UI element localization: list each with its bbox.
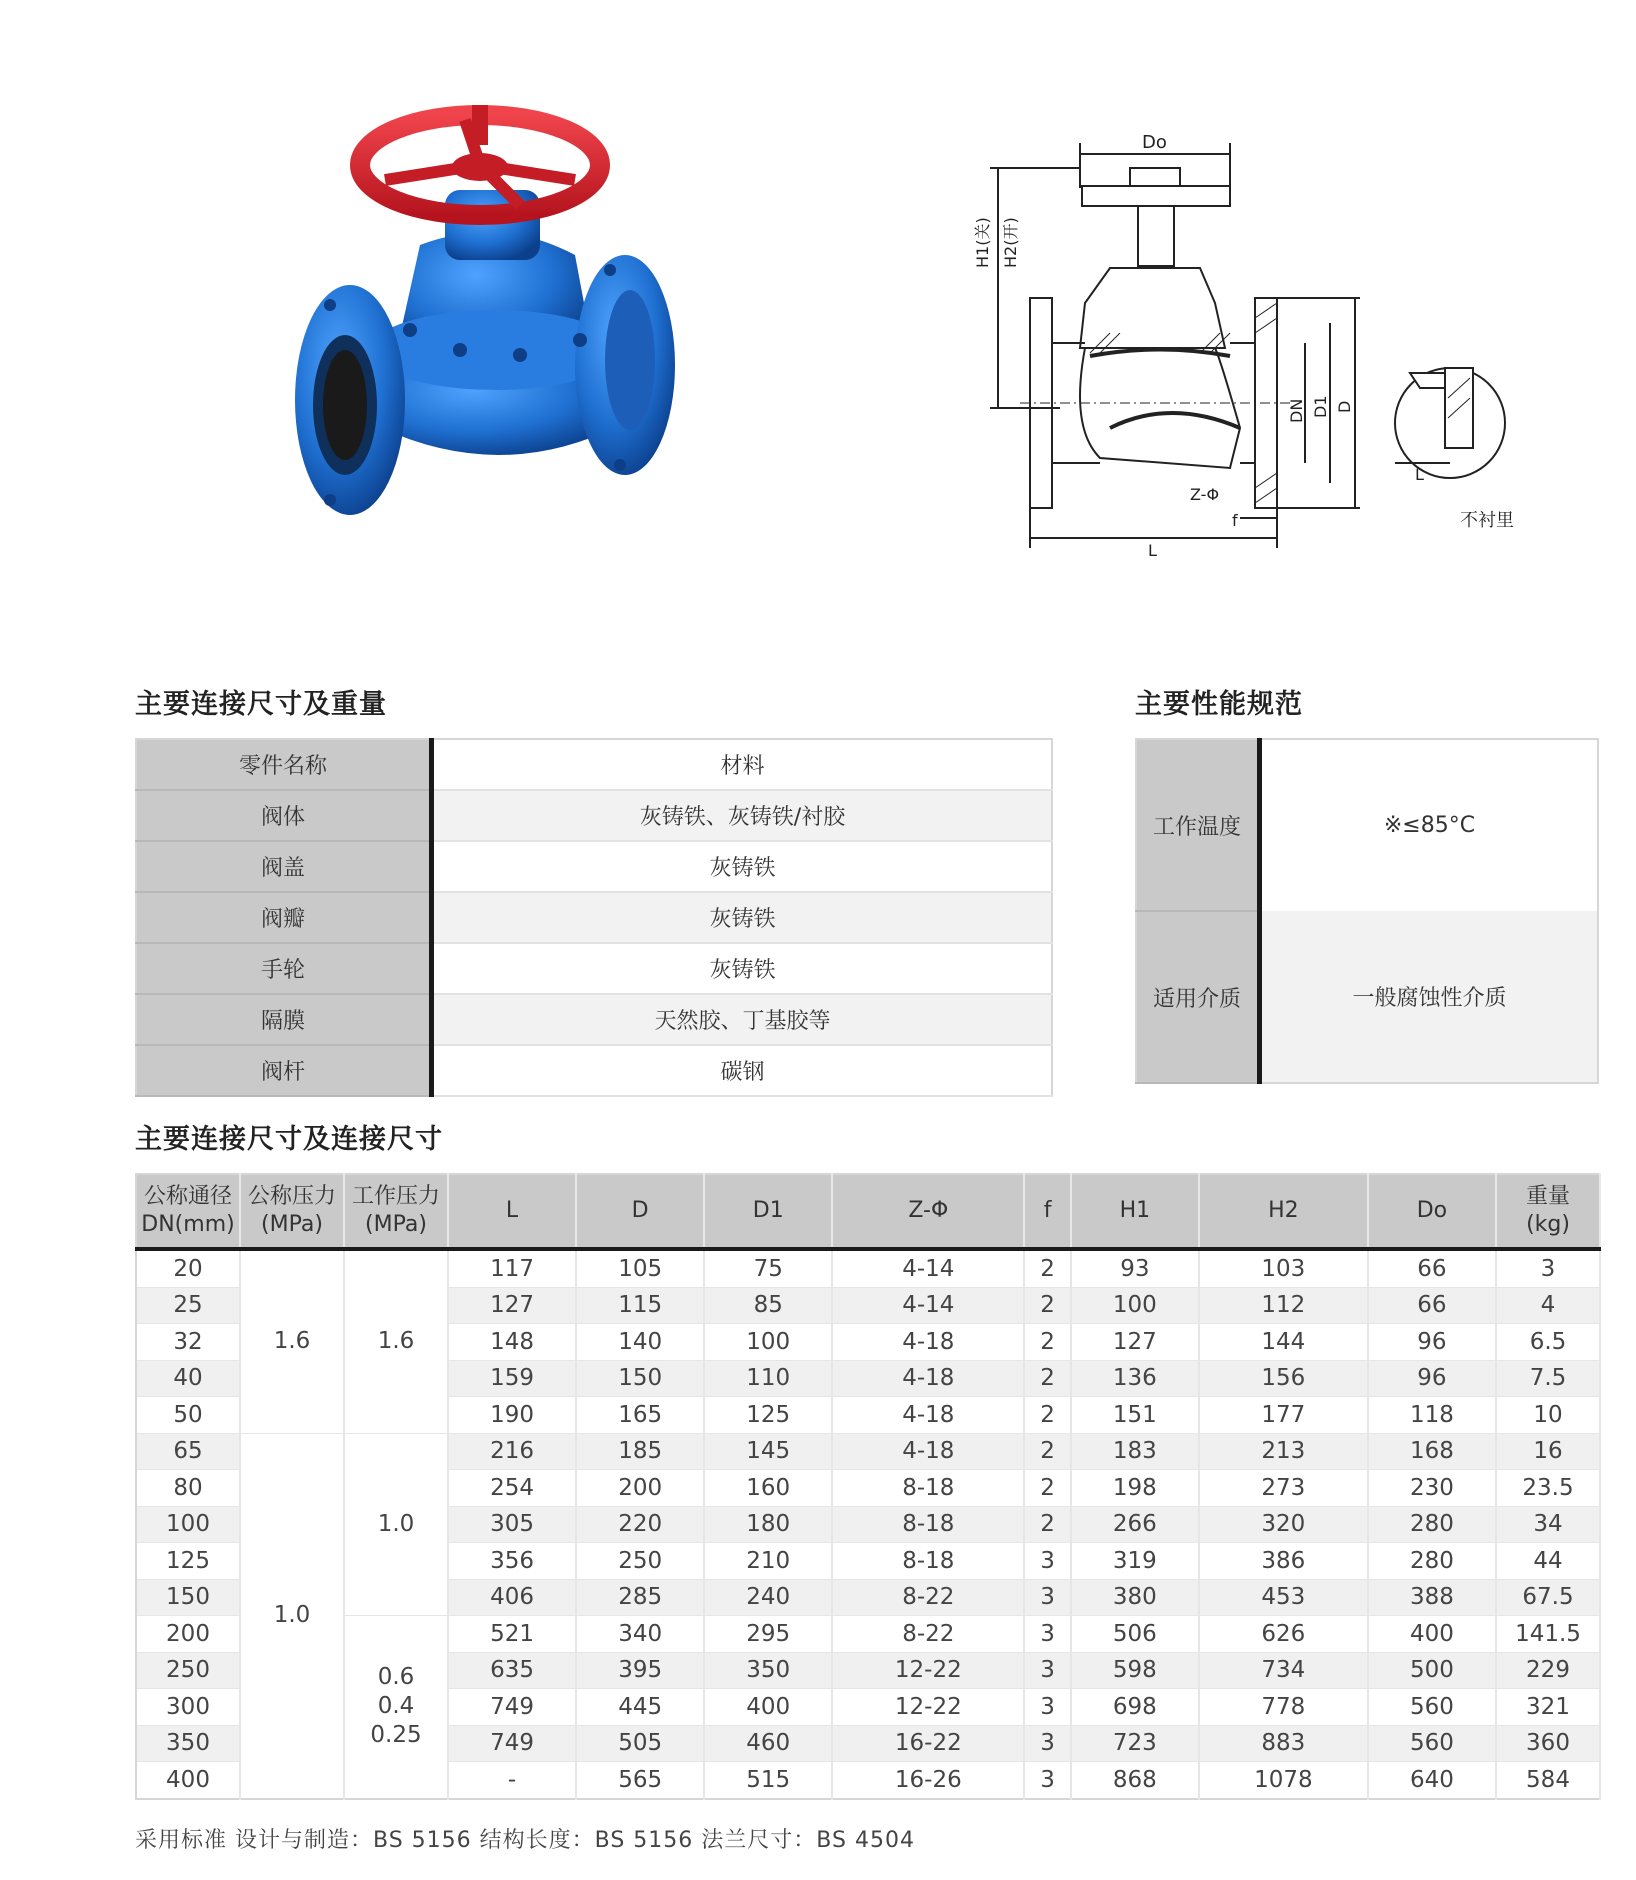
spec-label: 工作温度 [1136,739,1260,911]
cell-z: 12-22 [832,1652,1024,1689]
dimensions-title: 主要连接尺寸及连接尺寸 [135,1124,443,1155]
col-wp [344,1174,448,1249]
part-name: 阀体 [136,790,432,841]
cell-do: 400 [1368,1616,1496,1653]
cell-l: 117 [448,1249,576,1287]
dim-label-h1: H1(关) [973,217,992,268]
cell-d1: 100 [704,1324,832,1361]
cell-d: 200 [576,1470,704,1507]
standards-footer: 采用标准 设计与制造：BS 5156 结构长度：BS 5156 法兰尺寸：BS 4504 [135,1828,915,1853]
cell-d: 220 [576,1506,704,1543]
cell-w: 6.5 [1496,1324,1600,1361]
col-d: D [576,1174,704,1249]
cell-w: 7.5 [1496,1360,1600,1397]
col-dn-line1: 公称通径 [143,1184,232,1209]
cell-h1: 127 [1071,1324,1199,1361]
cell-h2: 626 [1199,1616,1368,1653]
cell-z: 16-26 [832,1762,1024,1799]
cell-l: 190 [448,1397,576,1434]
cell-w: 44 [1496,1543,1600,1580]
cell-f: 3 [1024,1725,1070,1762]
cell-d: 445 [576,1689,704,1726]
cell-h2: 320 [1199,1506,1368,1543]
cell-f: 2 [1024,1324,1070,1361]
table-row [136,943,1052,994]
cell-h1: 698 [1071,1689,1199,1726]
cell-d: 340 [576,1616,704,1653]
cell-f: 2 [1024,1360,1070,1397]
cell-d1: 350 [704,1652,832,1689]
cell-l: 749 [448,1725,576,1762]
cell-d: 105 [576,1249,704,1287]
table-row [136,994,1052,1045]
col-f: f [1024,1174,1070,1249]
cell-do: 560 [1368,1725,1496,1762]
table-row [136,841,1052,892]
cell-z: 4-14 [832,1287,1024,1324]
cell-w: 34 [1496,1506,1600,1543]
cell-dn: 40 [136,1360,240,1397]
cell-h2: 144 [1199,1324,1368,1361]
cell-h2: 453 [1199,1579,1368,1616]
cell-z: 8-18 [832,1470,1024,1507]
cell-l: 521 [448,1616,576,1653]
cell-nominal-pressure: 1.0 [240,1433,344,1799]
dim-label-l: L [1148,541,1157,560]
cell-h1: 93 [1071,1249,1199,1287]
cell-do: 96 [1368,1324,1496,1361]
part-name: 手轮 [136,943,432,994]
cell-working-pressure: 1.6 [344,1249,448,1433]
dim-label-d: D [1335,400,1354,413]
cell-f: 3 [1024,1689,1070,1726]
cell-f: 2 [1024,1287,1070,1324]
cell-do: 118 [1368,1397,1496,1434]
cell-w: 141.5 [1496,1616,1600,1653]
part-name: 阀盖 [136,841,432,892]
dim-label-f: f [1232,511,1238,530]
material-value: 天然胶、丁基胶等 [432,994,1053,1045]
material-value: 灰铸铁、灰铸铁/衬胶 [432,790,1053,841]
col-h2: H2 [1199,1174,1368,1249]
table-row [1136,739,1598,911]
cell-z: 8-22 [832,1616,1024,1653]
cell-z: 4-14 [832,1249,1024,1287]
cell-working-pressure: 1.0 [344,1433,448,1616]
no-lining-label: 不衬里 [1460,510,1514,531]
cell-dn: 125 [136,1543,240,1580]
spec-value: 一般腐蚀性介质 [1260,911,1599,1083]
working-pressure-value: 0.25 [370,1722,422,1749]
cell-h2: 112 [1199,1287,1368,1324]
col-h1: H1 [1071,1174,1199,1249]
cell-h1: 266 [1071,1506,1199,1543]
cell-h2: 273 [1199,1470,1368,1507]
col-pn [240,1174,344,1249]
cell-dn: 400 [136,1762,240,1799]
cell-h2: 1078 [1199,1762,1368,1799]
cell-w: 229 [1496,1652,1600,1689]
cell-working-pressure [344,1616,448,1799]
col-weight-line1: 重量 [1525,1184,1570,1209]
performance-title: 主要性能规范 [1135,689,1303,720]
cell-l: 127 [448,1287,576,1324]
table-row [136,1249,1600,1287]
cell-h1: 136 [1071,1360,1199,1397]
cell-dn: 100 [136,1506,240,1543]
cell-dn: 150 [136,1579,240,1616]
cell-h2: 883 [1199,1725,1368,1762]
cell-do: 388 [1368,1579,1496,1616]
cell-f: 2 [1024,1249,1070,1287]
dim-label-h2: H2(开) [1001,217,1020,268]
cell-w: 321 [1496,1689,1600,1726]
cell-w: 584 [1496,1762,1600,1799]
cell-h2: 213 [1199,1433,1368,1470]
table-row [136,1616,1600,1653]
cell-do: 560 [1368,1689,1496,1726]
cell-nominal-pressure: 1.6 [240,1249,344,1433]
valve-section-diagram [960,128,1560,568]
cell-h1: 183 [1071,1433,1199,1470]
working-pressure-value: 0.4 [377,1693,415,1720]
cell-l: 254 [448,1470,576,1507]
dim-label-l-detail: L [1415,465,1424,484]
materials-table [135,738,1053,1097]
cell-h1: 198 [1071,1470,1199,1507]
cell-d1: 145 [704,1433,832,1470]
cell-f: 2 [1024,1433,1070,1470]
cell-l: 749 [448,1689,576,1726]
cell-h1: 723 [1071,1725,1199,1762]
cell-h1: 380 [1071,1579,1199,1616]
cell-h1: 151 [1071,1397,1199,1434]
cell-f: 3 [1024,1543,1070,1580]
cell-do: 640 [1368,1762,1496,1799]
cell-f: 2 [1024,1506,1070,1543]
cell-h2: 386 [1199,1543,1368,1580]
table-row [136,790,1052,841]
cell-d1: 400 [704,1689,832,1726]
cell-w: 10 [1496,1397,1600,1434]
cell-w: 3 [1496,1249,1600,1287]
cell-dn: 32 [136,1324,240,1361]
cell-d: 150 [576,1360,704,1397]
spec-label: 适用介质 [1136,911,1260,1083]
cell-h2: 103 [1199,1249,1368,1287]
col-weight [1496,1174,1600,1249]
cell-h1: 319 [1071,1543,1199,1580]
cell-z: 12-22 [832,1689,1024,1726]
dim-label-dn: DN [1287,398,1306,423]
cell-l: 635 [448,1652,576,1689]
cell-do: 96 [1368,1360,1496,1397]
cell-h1: 598 [1071,1652,1199,1689]
cell-d1: 515 [704,1762,832,1799]
cell-w: 67.5 [1496,1579,1600,1616]
materials-title: 主要连接尺寸及重量 [135,689,387,720]
cell-d1: 180 [704,1506,832,1543]
cell-do: 168 [1368,1433,1496,1470]
cell-f: 2 [1024,1397,1070,1434]
cell-d: 165 [576,1397,704,1434]
cell-d1: 295 [704,1616,832,1653]
col-l: L [448,1174,576,1249]
part-name: 隔膜 [136,994,432,1045]
cell-z: 4-18 [832,1433,1024,1470]
cell-z: 16-22 [832,1725,1024,1762]
valve-photo [290,105,710,545]
dimension-table [135,1173,1601,1800]
cell-d1: 160 [704,1470,832,1507]
cell-dn: 50 [136,1397,240,1434]
cell-dn: 25 [136,1287,240,1324]
cell-do: 500 [1368,1652,1496,1689]
cell-z: 4-18 [832,1360,1024,1397]
cell-f: 2 [1024,1470,1070,1507]
col-weight-line2: (kg) [1526,1212,1570,1237]
cell-d: 185 [576,1433,704,1470]
cell-w: 360 [1496,1725,1600,1762]
cell-d1: 210 [704,1543,832,1580]
cell-d: 115 [576,1287,704,1324]
cell-d1: 75 [704,1249,832,1287]
cell-l: 406 [448,1579,576,1616]
material-value: 灰铸铁 [432,943,1053,994]
cell-z: 4-18 [832,1324,1024,1361]
cell-do: 280 [1368,1506,1496,1543]
cell-d1: 240 [704,1579,832,1616]
cell-w: 23.5 [1496,1470,1600,1507]
cell-l: 216 [448,1433,576,1470]
table-row [136,892,1052,943]
cell-z: 4-18 [832,1397,1024,1434]
table-row [136,1433,1600,1470]
part-name: 阀瓣 [136,892,432,943]
cell-z: 8-22 [832,1579,1024,1616]
cell-z: 8-18 [832,1543,1024,1580]
spec-value: ※≤85°C [1383,813,1476,838]
cell-dn: 200 [136,1616,240,1653]
cell-dn: 250 [136,1652,240,1689]
dim-label-z-phi: Z-Φ [1190,485,1220,504]
dim-label-d1: D1 [1311,395,1330,418]
col-do: Do [1368,1174,1496,1249]
table-header-row [136,1174,1600,1249]
cell-dn: 65 [136,1433,240,1470]
cell-h1: 100 [1071,1287,1199,1324]
cell-d1: 110 [704,1360,832,1397]
table-row [136,739,1052,790]
col-pn-line1: 公称压力 [247,1184,336,1209]
cell-d: 395 [576,1652,704,1689]
cell-l: 148 [448,1324,576,1361]
col-pn-line2: (MPa) [261,1212,323,1237]
col-dn [136,1174,240,1249]
cell-w: 4 [1496,1287,1600,1324]
cell-dn: 300 [136,1689,240,1726]
cell-d1: 125 [704,1397,832,1434]
cell-f: 3 [1024,1762,1070,1799]
cell-h2: 156 [1199,1360,1368,1397]
cell-h2: 734 [1199,1652,1368,1689]
table-row [1136,911,1598,1083]
cell-d: 565 [576,1762,704,1799]
cell-h2: 177 [1199,1397,1368,1434]
cell-dn: 350 [136,1725,240,1762]
col-wp-line1: 工作压力 [351,1184,440,1209]
dim-label-do: Do [1142,132,1167,153]
cell-do: 66 [1368,1287,1496,1324]
working-pressure-value: 0.6 [377,1664,415,1691]
header-part: 零件名称 [136,739,432,790]
col-d1: D1 [704,1174,832,1249]
cell-d: 285 [576,1579,704,1616]
cell-h1: 506 [1071,1616,1199,1653]
cell-d1: 460 [704,1725,832,1762]
col-z: Z-Φ [832,1174,1024,1249]
cell-d1: 85 [704,1287,832,1324]
cell-f: 3 [1024,1579,1070,1616]
part-name: 阀杆 [136,1045,432,1096]
col-dn-line2: DN(mm) [141,1212,235,1237]
cell-dn: 80 [136,1470,240,1507]
cell-d: 505 [576,1725,704,1762]
cell-h1: 868 [1071,1762,1199,1799]
cell-l: 159 [448,1360,576,1397]
cell-l: 356 [448,1543,576,1580]
cell-d: 140 [576,1324,704,1361]
cell-f: 3 [1024,1652,1070,1689]
cell-h2: 778 [1199,1689,1368,1726]
performance-table [1135,738,1599,1084]
cell-do: 280 [1368,1543,1496,1580]
material-value: 碳钢 [432,1045,1053,1096]
cell-w: 16 [1496,1433,1600,1470]
material-value: 灰铸铁 [432,841,1053,892]
cell-l: - [448,1762,576,1799]
table-row [136,1045,1052,1096]
cell-l: 305 [448,1506,576,1543]
cell-d: 250 [576,1543,704,1580]
col-wp-line2: (MPa) [365,1212,427,1237]
cell-do: 66 [1368,1249,1496,1287]
cell-do: 230 [1368,1470,1496,1507]
cell-z: 8-18 [832,1506,1024,1543]
material-value: 灰铸铁 [432,892,1053,943]
cell-dn: 20 [136,1249,240,1287]
cell-f: 3 [1024,1616,1070,1653]
header-material: 材料 [432,739,1053,790]
